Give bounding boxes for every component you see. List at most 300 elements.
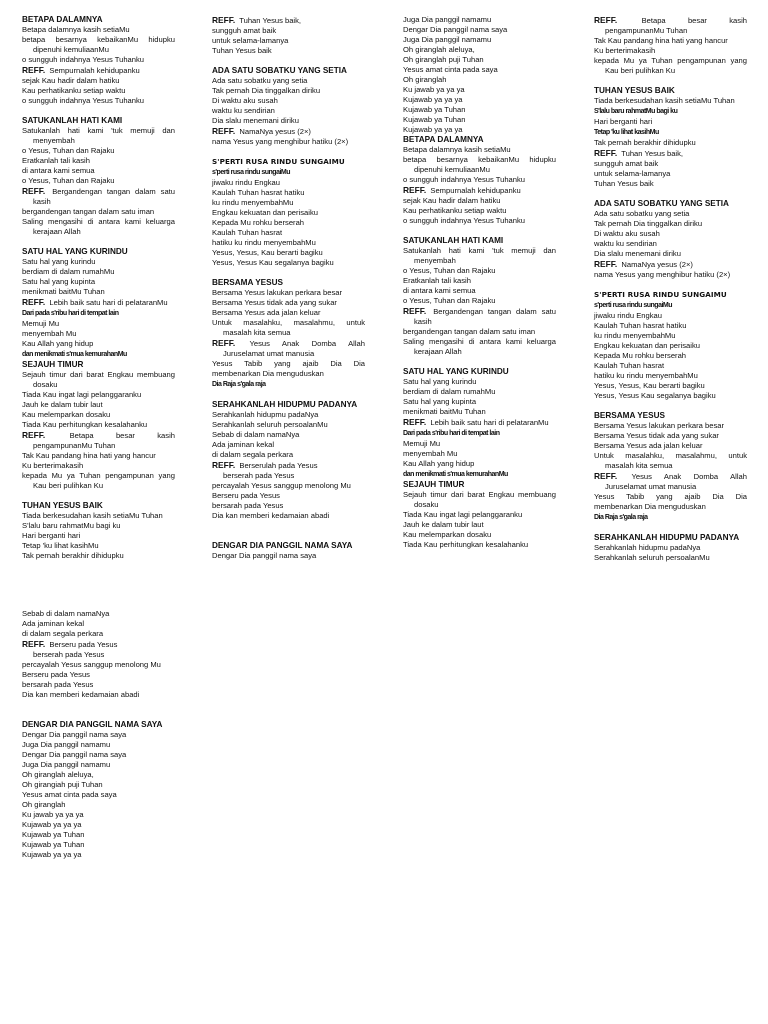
lyric-text: NamaNya yesus (2×) bbox=[239, 127, 311, 136]
lyric-line bbox=[403, 449, 556, 459]
lyric-text: Engkau kekuatan dan perisaiku bbox=[594, 341, 700, 350]
lyric-line bbox=[22, 390, 175, 400]
lyric-text: Berseru pada Yesus bbox=[212, 491, 280, 500]
lyric-text: Kujawab ya ya ya bbox=[22, 850, 82, 859]
lyric-text: Satu hal yang kupinta bbox=[403, 397, 477, 406]
lyric-text: pengampunanMu Tuhan bbox=[605, 26, 688, 35]
lyric-line bbox=[212, 228, 365, 238]
lyric-text: Betapa besar kasih bbox=[641, 16, 747, 25]
lyric-line bbox=[212, 137, 365, 147]
lyric-line bbox=[403, 317, 556, 327]
lyric-text: Serahkanlah seluruh persoalanMu bbox=[212, 420, 328, 429]
reff-label: REFF. bbox=[212, 126, 236, 136]
lyric-line bbox=[594, 270, 747, 280]
song-block bbox=[22, 15, 175, 106]
lyric-text: berserah pada Yesus bbox=[223, 471, 295, 480]
lyric-line bbox=[22, 370, 175, 380]
lyric-text: Tak Kau pandang hina hati yang hancur bbox=[594, 36, 728, 45]
lyric-text: Ada satu sobatku yang setia bbox=[212, 76, 308, 85]
lyric-text: membenarkan Dia menguduskan bbox=[212, 369, 324, 378]
reff-label: REFF. bbox=[22, 430, 46, 440]
lyric-line bbox=[22, 166, 175, 176]
lyric-text: bersarah pada Yesus bbox=[22, 680, 94, 689]
lyric-line bbox=[594, 179, 747, 189]
lyric-text: Di waktu aku susah bbox=[594, 229, 660, 238]
lyric-text: Tak Kau pandang hina hati yang hancur bbox=[22, 451, 156, 460]
lyric-text: menyembah bbox=[33, 136, 75, 145]
reff-label: REFF. bbox=[212, 460, 236, 470]
lyric-line bbox=[403, 35, 556, 45]
lyric-text: Ku berterimakasih bbox=[594, 46, 656, 55]
lyric-text: Yesus amat cinta pada saya bbox=[22, 790, 117, 799]
lyric-line bbox=[403, 459, 556, 469]
lyric-text: masalah kita semua bbox=[223, 328, 291, 337]
lyric-line bbox=[22, 531, 175, 541]
lyric-line bbox=[22, 670, 175, 680]
lyric-text: waktu ku sendirian bbox=[594, 239, 657, 248]
lyric-line bbox=[594, 159, 747, 169]
lyric-line bbox=[212, 491, 365, 501]
lyric-line bbox=[212, 86, 365, 96]
lyric-line bbox=[22, 760, 175, 770]
column-1 bbox=[22, 15, 175, 561]
lyric-text: Eratkanlah tali kasih bbox=[22, 156, 90, 165]
lyric-line bbox=[22, 551, 175, 561]
lyric-text: Juruselamat umat manusia bbox=[605, 482, 697, 491]
lyric-text: dan menikmati s'mua kemurahanMu bbox=[403, 471, 508, 478]
lyric-text: betapa besarnya kebaikanMu hidupku bbox=[22, 35, 175, 44]
song-title: SATU HAL YANG KURINDU bbox=[403, 367, 509, 376]
reff-label: REFF. bbox=[594, 148, 618, 158]
lyric-line bbox=[22, 471, 175, 481]
lyric-line bbox=[594, 471, 747, 482]
lyric-text: bergandengan tangan dalam satu iman bbox=[403, 327, 536, 336]
lyric-line bbox=[594, 46, 747, 56]
lyric-text: Ku berterimakasih bbox=[22, 461, 84, 470]
lyric-text: Kau Allah yang hidup bbox=[403, 459, 475, 468]
song-block bbox=[594, 533, 747, 563]
lyric-text: dan menikmati s'mua kemurahanMu bbox=[22, 351, 127, 358]
lyric-line bbox=[22, 277, 175, 287]
lyric-text: o Yesus, Tuhan dan Rajaku bbox=[22, 176, 115, 185]
lyric-text: Tetap 'ku lihat kasihMu bbox=[22, 541, 99, 550]
lyric-text: Dia slalu menemani diriku bbox=[594, 249, 681, 258]
reff-label: REFF. bbox=[594, 471, 618, 481]
lyric-line bbox=[22, 750, 175, 760]
lyric-text: Ku jawab ya ya ya bbox=[22, 810, 84, 819]
lyric-text: di antara kami semua bbox=[22, 166, 95, 175]
song-block bbox=[212, 278, 365, 390]
lyric-line bbox=[594, 96, 747, 106]
lyric-text: kerajaan Allah bbox=[33, 227, 81, 236]
lyric-line bbox=[403, 185, 556, 196]
song-title: S'PERTI RUSA RINDU SUNGAIMU bbox=[594, 290, 727, 299]
lyric-text: dipenuhi kemuliaanMu bbox=[414, 165, 490, 174]
lyric-line bbox=[22, 770, 175, 780]
lyric-line bbox=[403, 65, 556, 75]
song-block bbox=[22, 116, 175, 237]
lyric-line bbox=[403, 246, 556, 256]
lyric-text: Satukanlah hati kami 'tuk memuji dan bbox=[22, 126, 175, 135]
lyric-text: Sempurnalah kehidupanku bbox=[49, 66, 140, 75]
lyric-text: Tiada berkesudahan kasih setiaMu Tuhan bbox=[594, 96, 735, 105]
lyric-text: menyembah Mu bbox=[22, 329, 77, 338]
lyric-text: Betapa besar kasih bbox=[69, 431, 175, 440]
lyric-line bbox=[403, 85, 556, 95]
reff-label: REFF. bbox=[212, 338, 236, 348]
lyric-line bbox=[22, 800, 175, 810]
song-title: ADA SATU SOBATKU YANG SETIA bbox=[594, 199, 729, 208]
lyric-text: s'perti rusa rindu sungaiMu bbox=[212, 169, 291, 176]
song-block bbox=[22, 247, 175, 360]
lyric-line bbox=[594, 391, 747, 401]
lyric-line bbox=[22, 349, 175, 360]
lyric-text: Kujawab ya ya ya bbox=[22, 820, 82, 829]
lyric-line bbox=[594, 138, 747, 148]
lyric-text: bersarah pada Yesus bbox=[212, 501, 284, 510]
lyric-text: Tiada Kau perhitungkan kesalahanku bbox=[22, 420, 148, 429]
lyric-line bbox=[22, 329, 175, 339]
lyric-text: Tiada Kau ingat lagi pelanggaranku bbox=[22, 390, 142, 399]
lyric-text: jiwaku rindu Engkau bbox=[212, 178, 280, 187]
lyric-text: Serahkanlah hidupmu padaNya bbox=[212, 410, 319, 419]
lyric-text: Satu hal yang kupinta bbox=[22, 277, 96, 286]
lyric-line bbox=[594, 219, 747, 229]
lyric-line bbox=[22, 780, 175, 790]
lyric-text: Yesus Anak Domba Allah bbox=[631, 472, 747, 481]
lyric-line bbox=[594, 502, 747, 512]
lyric-text: S'lalu baru rahmatMu bagi ku bbox=[594, 108, 678, 115]
lyric-line bbox=[212, 338, 365, 349]
lyric-line bbox=[22, 146, 175, 156]
lyric-line bbox=[403, 417, 556, 428]
lyric-text: Lebih baik satu hari di pelataranMu bbox=[49, 298, 168, 307]
lyric-text: ku rindu menyembahMu bbox=[594, 331, 676, 340]
song-block bbox=[594, 411, 747, 523]
lyric-line bbox=[22, 55, 175, 65]
lyric-line bbox=[212, 318, 365, 328]
lyric-text: percayalah Yesus sanggup menolong Mu bbox=[212, 481, 351, 490]
song-title: BETAPA DALAMNYA bbox=[22, 15, 103, 24]
lyric-text: kasih bbox=[414, 317, 432, 326]
song-title: SATUKANLAH HATI KAMI bbox=[22, 116, 123, 125]
lyric-line bbox=[403, 306, 556, 317]
lyric-line bbox=[22, 850, 175, 860]
song-block bbox=[594, 290, 747, 401]
lyric-line bbox=[594, 482, 747, 492]
song-title: DENGAR DIA PANGGIL NAMA SAYA bbox=[22, 720, 163, 729]
lyric-text: nama Yesus yang menghibur hatiku (2×) bbox=[594, 270, 731, 279]
lyric-line bbox=[594, 331, 747, 341]
lyric-text: Kujawab ya Tuhan bbox=[403, 105, 466, 114]
lyric-text: ku rindu menyembahMu bbox=[212, 198, 294, 207]
lyric-line bbox=[594, 351, 747, 361]
lyric-text: s'perti rusa rindu sungaiMu bbox=[594, 302, 673, 309]
lyric-line bbox=[594, 321, 747, 331]
lyric-line bbox=[594, 311, 747, 321]
lyric-line bbox=[594, 441, 747, 451]
lyric-line bbox=[22, 257, 175, 267]
lyric-text: Dia kan memberi kedamaian abadi bbox=[212, 511, 330, 520]
lyric-line bbox=[212, 46, 365, 56]
lyric-text: membenarkan Dia menguduskan bbox=[594, 502, 706, 511]
lyric-text: o Yesus, Tuhan dan Rajaku bbox=[403, 266, 496, 275]
song-block bbox=[403, 480, 556, 550]
lyric-text: dosaku bbox=[33, 380, 58, 389]
lyric-line bbox=[403, 95, 556, 105]
lyric-line bbox=[212, 430, 365, 440]
lyric-line bbox=[22, 186, 175, 197]
lyric-text: untuk selama-lamanya bbox=[212, 36, 289, 45]
lyric-line bbox=[22, 308, 175, 319]
lyric-text: Oh girangiah puji Tuhan bbox=[22, 780, 103, 789]
lyric-line bbox=[22, 227, 175, 237]
song-title: ADA SATU SOBATKU YANG SETIA bbox=[212, 66, 347, 75]
lyric-line bbox=[403, 377, 556, 387]
lyric-line bbox=[403, 428, 556, 439]
lyric-line bbox=[594, 300, 747, 311]
lyric-text: Juga Dia panggil namamu bbox=[22, 760, 111, 769]
lyric-text: Untuk masalahku, masalahmu, untuk bbox=[594, 451, 747, 460]
lyric-text: Kepada Mu rohku berserah bbox=[212, 218, 305, 227]
lyric-line bbox=[594, 148, 747, 159]
lyric-line bbox=[403, 75, 556, 85]
lyric-text: Yesus, Yesus, Kau berarti bagiku bbox=[212, 248, 323, 257]
lyric-text: Kepada Mu rohku berserah bbox=[594, 351, 687, 360]
lyric-line bbox=[22, 820, 175, 830]
lyric-line bbox=[22, 287, 175, 297]
lyric-line bbox=[594, 543, 747, 553]
lyric-line bbox=[212, 328, 365, 338]
lyric-line bbox=[22, 297, 175, 308]
lyric-line bbox=[594, 15, 747, 26]
lyric-line bbox=[22, 619, 175, 629]
lyric-line bbox=[403, 266, 556, 276]
lyric-line bbox=[22, 380, 175, 390]
lyric-line bbox=[22, 136, 175, 146]
song-block bbox=[212, 157, 365, 268]
lyric-line bbox=[403, 500, 556, 510]
song-block bbox=[403, 236, 556, 357]
song-block bbox=[594, 15, 747, 76]
lyric-line bbox=[212, 551, 365, 561]
lyric-line bbox=[403, 206, 556, 216]
lyric-line bbox=[403, 530, 556, 540]
lyric-text: Untuk masalahku, masalahmu, untuk bbox=[212, 318, 365, 327]
lyric-line bbox=[594, 431, 747, 441]
song-title: DENGAR DIA PANGGIL NAMA SAYA bbox=[212, 541, 353, 550]
lyric-text: o sungguh indahnya Yesus Tuhanku bbox=[22, 96, 145, 105]
lyric-text: Kau melemparkan dosaku bbox=[403, 530, 492, 539]
song-title: SERAHKANLAH HIDUPMU PADANYA bbox=[212, 400, 358, 409]
lyric-line bbox=[403, 520, 556, 530]
lyric-text: Jauh ke dalam tubir laut bbox=[403, 520, 484, 529]
lyric-line bbox=[212, 198, 365, 208]
lyric-line bbox=[22, 430, 175, 441]
lyric-line bbox=[212, 36, 365, 46]
lyric-text: Kujawab ya Tuhan bbox=[403, 115, 466, 124]
lyric-text: o sungguh indahnya Yesus Tuhanku bbox=[403, 175, 526, 184]
lyric-line bbox=[22, 126, 175, 136]
lyric-line bbox=[22, 639, 175, 650]
lyric-text: Dari pada s'ribu hari di tempat lain bbox=[22, 310, 119, 317]
lyric-text: Yesus Tabib yang ajaib Dia Dia bbox=[212, 359, 365, 368]
lyric-text: menyembah bbox=[414, 256, 456, 265]
lyric-line bbox=[594, 371, 747, 381]
lyric-line bbox=[403, 165, 556, 175]
lyric-text: Yesus amat cinta pada saya bbox=[403, 65, 498, 74]
lyric-text: di dalam segala perkara bbox=[212, 450, 294, 459]
lyric-line bbox=[22, 840, 175, 850]
lyric-text: Yesus Anak Domba Allah bbox=[249, 339, 365, 348]
lyric-line bbox=[22, 65, 175, 76]
reff-label: REFF. bbox=[22, 65, 46, 75]
lyric-text: Sebab di dalam namaNya bbox=[212, 430, 300, 439]
lyric-text: Eratkanlah tali kasih bbox=[403, 276, 471, 285]
lyric-line bbox=[403, 125, 556, 135]
lyric-text: Satukanlah hati kami 'tuk memuji dan bbox=[403, 246, 556, 255]
lyric-text: Kau Allah yang hidup bbox=[22, 339, 94, 348]
lyric-text: Tiada berkesudahan kasih setiaMu Tuhan bbox=[22, 511, 163, 520]
lyric-text: Di waktu aku susah bbox=[212, 96, 278, 105]
lyric-text: masalah kita semua bbox=[605, 461, 673, 470]
lyric-text: menyembah Mu bbox=[403, 449, 458, 458]
lyric-line bbox=[212, 450, 365, 460]
song-title: TUHAN YESUS BAIK bbox=[22, 501, 103, 510]
lyric-line bbox=[403, 439, 556, 449]
lyric-text: Dengar Dia panggil nama saya bbox=[403, 25, 508, 34]
lyric-text: Juga Dia panggil namamu bbox=[403, 35, 492, 44]
lyric-line bbox=[212, 410, 365, 420]
lyric-line bbox=[403, 510, 556, 520]
lyric-line bbox=[22, 176, 175, 186]
lyric-line bbox=[594, 461, 747, 471]
lyric-line bbox=[212, 288, 365, 298]
lyric-line bbox=[212, 420, 365, 430]
lyric-line bbox=[403, 337, 556, 347]
lyric-text: Oh giranglah aleluya, bbox=[403, 45, 475, 54]
lyric-line bbox=[403, 327, 556, 337]
lyric-line bbox=[212, 238, 365, 248]
lyric-text: Yesus, Yesus Kau segalanya bagiku bbox=[212, 258, 334, 267]
lyric-text: Ada satu sobatku yang setia bbox=[594, 209, 690, 218]
lyric-line bbox=[594, 553, 747, 563]
lyric-line bbox=[22, 690, 175, 700]
lyric-text: Dengar Dia panggil nama saya bbox=[22, 750, 127, 759]
lyric-text: S'lalu baru rahmatMu bagi ku bbox=[22, 521, 121, 530]
lyric-line bbox=[212, 359, 365, 369]
lyric-text: Jauh ke dalam tubir laut bbox=[22, 400, 103, 409]
song-title: SATU HAL YANG KURINDU bbox=[22, 247, 128, 256]
lyric-text: Satu hal yang kurindu bbox=[22, 257, 96, 266]
lyric-text: Dia slalu menemani diriku bbox=[212, 116, 299, 125]
lyric-text: kepada Mu ya Tuhan pengampunan yang bbox=[22, 471, 175, 480]
lyric-text: Kujawab ya ya ya bbox=[403, 125, 463, 134]
lyric-text: menikmati baitMu Tuhan bbox=[403, 407, 486, 416]
song-block bbox=[212, 15, 365, 56]
lyric-line bbox=[22, 86, 175, 96]
song-title: SEJAUH TIMUR bbox=[22, 360, 84, 369]
lyric-line bbox=[403, 296, 556, 306]
lyric-text: Berseru pada Yesus bbox=[22, 670, 90, 679]
lyric-line bbox=[22, 400, 175, 410]
reff-label: REFF. bbox=[594, 259, 618, 269]
lyric-line bbox=[212, 460, 365, 471]
lyric-text: Oh giranglah aleluya, bbox=[22, 770, 94, 779]
lyric-text: Kau perhatikanku setiap waktu bbox=[403, 206, 507, 215]
song-title: S'PERTI RUSA RINDU SUNGAIMU bbox=[212, 157, 345, 166]
lyric-text: Bersama Yesus ada jalan keluar bbox=[212, 308, 321, 317]
lyric-text: Ada jaminan kekal bbox=[212, 440, 275, 449]
lyric-text: di dalam segala perkara bbox=[22, 629, 104, 638]
lyric-text: Kau beri pulihkan Ku bbox=[33, 481, 104, 490]
column-3 bbox=[403, 15, 556, 550]
lyric-text: Sejauh timur dari barat Engkau membuang bbox=[22, 370, 175, 379]
lyric-line bbox=[22, 45, 175, 55]
lyric-text: Tuhan Yesus baik, bbox=[621, 149, 684, 158]
lyric-text: Dia Raja s'gala raja bbox=[212, 381, 266, 388]
lyric-line bbox=[212, 26, 365, 36]
reff-label: REFF. bbox=[22, 186, 46, 196]
lyric-line bbox=[212, 379, 365, 390]
lyric-text: Engkau kekuatan dan perisaiku bbox=[212, 208, 318, 217]
lyric-text: pengampunanMu Tuhan bbox=[33, 441, 116, 450]
lyric-text: Kaulah Tuhan hasrat bbox=[594, 361, 665, 370]
lyric-line bbox=[403, 55, 556, 65]
lyric-line bbox=[403, 216, 556, 226]
lyric-line bbox=[212, 308, 365, 318]
lyric-line bbox=[594, 239, 747, 249]
lyric-line bbox=[22, 660, 175, 670]
column-4 bbox=[594, 15, 747, 563]
lyric-line bbox=[594, 229, 747, 239]
lyric-text: Bersama Yesus lakukan perkara besar bbox=[594, 421, 725, 430]
lyric-text: Yesus Tabib yang ajaib Dia Dia bbox=[594, 492, 747, 501]
song-block bbox=[22, 609, 175, 700]
lyric-line bbox=[212, 471, 365, 481]
lyric-text: percayalah Yesus sanggup menolong Mu bbox=[22, 660, 161, 669]
lyric-line bbox=[403, 115, 556, 125]
lyric-text: Dia Raja s'gala raja bbox=[594, 514, 648, 521]
lyric-line bbox=[22, 420, 175, 430]
lyric-line bbox=[403, 105, 556, 115]
lyric-text: Berseru pada Yesus bbox=[49, 640, 118, 649]
lyric-line bbox=[594, 169, 747, 179]
lyric-text: Tuhan Yesus baik bbox=[212, 46, 272, 55]
lyric-text: Berserulah pada Yesus bbox=[239, 461, 318, 470]
lyric-text: Tiada Kau perhitungkan kesalahanku bbox=[403, 540, 529, 549]
lyric-text: nama Yesus yang menghibur hatiku (2×) bbox=[212, 137, 349, 146]
reff-label: REFF. bbox=[22, 639, 46, 649]
lyric-line bbox=[212, 369, 365, 379]
song-block bbox=[403, 15, 556, 135]
lyric-text: kepada Mu ya Tuhan pengampunan yang bbox=[594, 56, 747, 65]
lyric-text: hatiku ku rindu menyembahMu bbox=[212, 238, 316, 247]
lyric-text: berserah pada Yesus bbox=[33, 650, 105, 659]
reff-label: REFF. bbox=[212, 15, 236, 25]
lyric-line bbox=[403, 276, 556, 286]
lyric-text: Tuhan Yesus baik, bbox=[239, 16, 302, 25]
lyric-line bbox=[594, 106, 747, 117]
lyric-text: Bersama Yesus lakukan perkara besar bbox=[212, 288, 343, 297]
lyric-text: Lebih baik satu hari di pelataranMu bbox=[430, 418, 549, 427]
lyric-text: Yesus, Yesus Kau segalanya bagiku bbox=[594, 391, 716, 400]
lyric-line bbox=[22, 96, 175, 106]
lyric-line bbox=[22, 217, 175, 227]
lyric-line bbox=[22, 521, 175, 531]
lyric-line bbox=[22, 76, 175, 86]
lyric-line bbox=[22, 481, 175, 491]
